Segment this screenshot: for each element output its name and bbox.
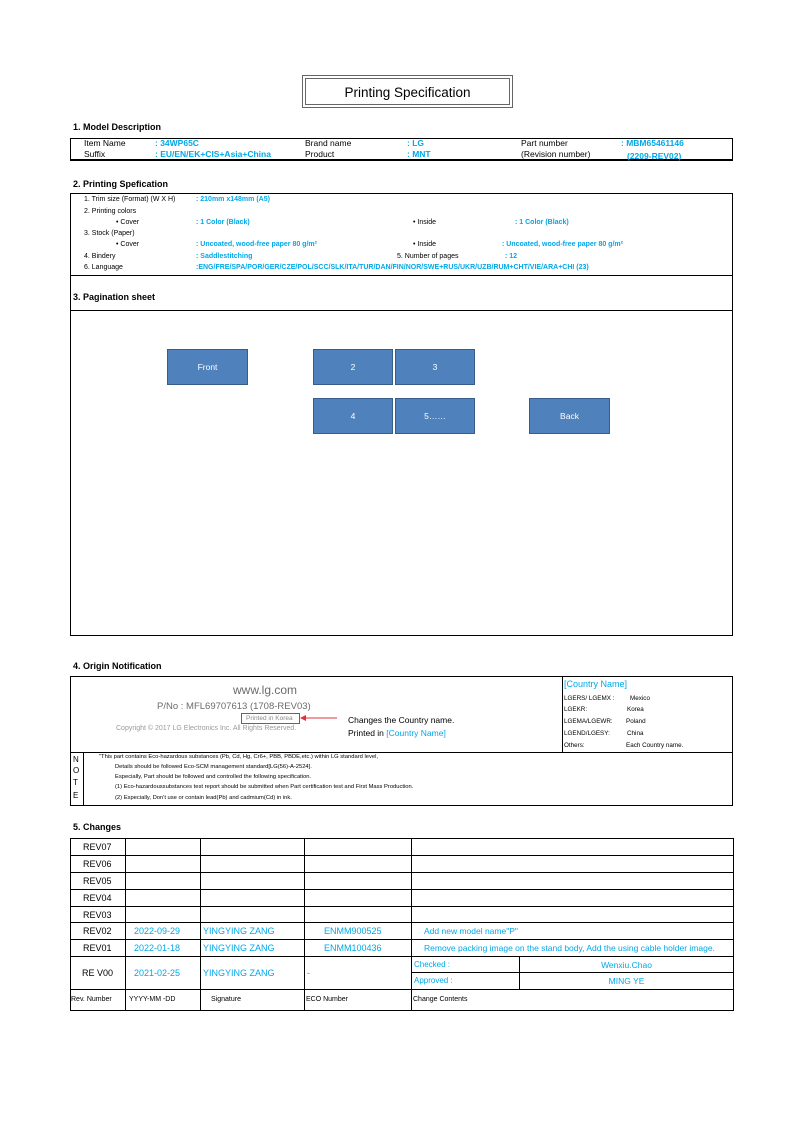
stock-label: 3. Stock (Paper) [84, 230, 135, 237]
page-front: Front [167, 349, 248, 385]
trim-size-value: : 210mm x148mm (A5) [196, 196, 270, 203]
rev-number: REV07 [71, 839, 126, 856]
rev-number: REV06 [71, 856, 126, 873]
stock-inside-label: • Inside [413, 241, 437, 248]
note-letter: E [73, 791, 79, 800]
change-contents-cell [412, 856, 734, 873]
printed-in-prefix: Printed in [348, 727, 387, 738]
colors-cover-value: : 1 Color (Black) [196, 219, 250, 226]
date-cell [126, 839, 201, 856]
section-heading-model: 1. Model Description [73, 122, 162, 132]
signature-cell [201, 890, 305, 907]
date-cell [126, 890, 201, 907]
note-letter: O [73, 766, 80, 775]
label-url: www.lg.com [233, 683, 298, 697]
table-row [71, 957, 734, 973]
section-heading-origin: 4. Origin Notification [73, 661, 162, 671]
colors-inside-label: • Inside [413, 219, 437, 226]
date-cell: 2022-09-29 [126, 923, 201, 940]
note-line: (1) Eco-hazardoussubstances test report should be submitted when Part certification test and First Mass Production. [115, 784, 414, 790]
change-contents-cell [412, 907, 734, 923]
country-heading: [Country Name] [564, 678, 628, 689]
country-name: Korea [627, 705, 644, 713]
date-cell: 2022-01-18 [126, 940, 201, 957]
date-cell: 2021-02-25 [126, 957, 201, 990]
table-row [71, 873, 734, 890]
note-line: Especially, Part should be followed and controlled the following specification. [115, 774, 312, 780]
revision-label: (Revision number) [521, 148, 591, 159]
table-row [71, 856, 734, 873]
note-letter: N [73, 755, 79, 764]
change-contents-cell [412, 873, 734, 890]
rev-number: REV05 [71, 873, 126, 890]
eco-number-cell [305, 890, 412, 907]
table-footer-row [71, 990, 734, 1011]
language-value: :ENG/FRE/SPA/POR/GER/CZE/POL/SCC/SLK/ITA/TUR/DAN/FIN/NOR/SWE+RUS/UKR/UZB/RUM+CHT/VIE/ARA+CHI (23) [196, 264, 589, 271]
suffix-value: : EU/EN/EK+CIS+Asia+China [155, 148, 271, 159]
pages-value: : 12 [505, 253, 518, 260]
stock-inside-value: : Uncoated, wood-free paper 80 g/m² [502, 241, 623, 248]
change-contents-cell: Add new model name"P" [412, 923, 734, 940]
checked-label: Checked : [412, 957, 520, 973]
country-name: China [627, 729, 644, 737]
page-4: 4 [313, 398, 393, 434]
change-contents-cell: Remove packing image on the stand body, Add the using cable holder image. [412, 940, 734, 957]
rev-number: RE V00 [71, 957, 126, 990]
note-line: (2) Especially, Don't use or contain lead(Pb) and cadmium(Cd) in ink. [115, 795, 292, 801]
suffix-label: Suffix [84, 148, 106, 159]
table-row [71, 940, 734, 957]
country-name: Each Country name. [626, 741, 684, 749]
checked-by: Wenxiu.Chao [520, 957, 734, 973]
change-contents-cell [412, 890, 734, 907]
eco-number-cell [305, 856, 412, 873]
pages-label: 5. Number of pages [397, 253, 459, 260]
country-name: Poland [626, 717, 646, 725]
change-contents-cell [412, 839, 734, 856]
section-heading-pagination: 3. Pagination sheet [73, 292, 156, 302]
divider [83, 752, 84, 806]
approved-by: MING YE [520, 973, 734, 990]
label-copyright: Copyright © 2017 LG Electronics Inc. All Rights Reserved. [116, 725, 297, 732]
rev-number: REV01 [71, 940, 126, 957]
page-2: 2 [313, 349, 393, 385]
rev-number: REV02 [71, 923, 126, 940]
printed-in-placeholder: [Country Name] [386, 727, 446, 738]
date-cell [126, 873, 201, 890]
brand-value: : LG [407, 137, 424, 148]
country-code: LGERS/ LGEMX : [564, 694, 615, 702]
page-3: 3 [395, 349, 475, 385]
revision-value: (2209-REV02) [627, 150, 682, 161]
country-code: LGEMA/LGEWR: [564, 717, 613, 725]
product-value: : MNT [407, 148, 431, 159]
label-origin: Printed in Korea [246, 714, 293, 722]
signature-cell [201, 907, 305, 923]
country-code: LGEND/LGESY: [564, 729, 610, 737]
bindery-label: 4. Bindery [84, 253, 116, 260]
table-row [71, 907, 734, 923]
part-number-value: : MBM65461146 [621, 137, 684, 148]
divider [70, 275, 733, 276]
label-part-number: P/No : MFL69707613 (1708-REV03) [157, 701, 311, 712]
footer-eco-number: ECO Number [305, 990, 412, 1011]
table-row [71, 890, 734, 907]
colors-cover-label: • Cover [116, 219, 140, 226]
note-line: Details should be followed Eco-SCM management standard[LG(56)-A-2524]. [115, 764, 312, 770]
eco-number-cell [305, 873, 412, 890]
arrow-left-icon [300, 712, 338, 724]
country-code: LGEKR: [564, 705, 588, 713]
footer-date: YYYY-MM -DD [126, 990, 201, 1011]
printed-in-line [348, 728, 446, 739]
rev-number: REV03 [71, 907, 126, 923]
colors-inside-value: : 1 Color (Black) [515, 219, 569, 226]
signature-cell: YINGYING ZANG [201, 940, 305, 957]
eco-number-cell: ENMM900525 [305, 923, 412, 940]
brand-label: Brand name [305, 137, 352, 148]
signature-cell: YINGYING ZANG [201, 923, 305, 940]
footer-rev-number: Rev. Number [71, 990, 126, 1011]
table-row [71, 839, 734, 856]
section-heading-changes: 5. Changes [73, 822, 122, 832]
eco-number-cell [305, 839, 412, 856]
changes-table [70, 838, 734, 1011]
divider [70, 310, 733, 311]
title-box [302, 75, 513, 108]
page-5: 5…… [395, 398, 475, 434]
trim-size-label: 1. Trim size (Format) (W X H) [84, 196, 176, 203]
part-number-label: Part number [521, 137, 568, 148]
eco-number-cell: - [305, 957, 412, 990]
bindery-value: : Saddlestitching [196, 253, 253, 260]
signature-cell: YINGYING ZANG [201, 957, 305, 990]
signature-cell [201, 873, 305, 890]
approved-label: Approved : [412, 973, 520, 990]
signature-cell [201, 839, 305, 856]
printing-colors-label: 2. Printing colors [84, 208, 137, 215]
table-row [71, 923, 734, 940]
eco-number-cell [305, 907, 412, 923]
stock-cover-label: • Cover [116, 241, 140, 248]
section-heading-printing: 2. Printing Spefication [73, 179, 169, 189]
date-cell [126, 907, 201, 923]
footer-change-contents: Change Contents [412, 990, 734, 1011]
origin-instruction: Changes the Country name. [348, 714, 455, 725]
date-cell [126, 856, 201, 873]
item-name-value: : 34WP65C [155, 137, 199, 148]
country-name: Mexico [630, 694, 650, 702]
note-line: "This part contains Eco-hazardous substances (Pb, Cd, Hg, Cr6+, PBB, PBDE,etc.) within LG standard level, [99, 754, 378, 760]
item-name-label: Item Name [84, 137, 126, 148]
country-code: Others: [564, 741, 585, 749]
page-back: Back [529, 398, 610, 434]
page-title: Printing Specification [305, 78, 510, 105]
language-label: 6. Language [84, 264, 123, 271]
product-label: Product [305, 148, 335, 159]
rev-number: REV04 [71, 890, 126, 907]
eco-number-cell: ENMM100436 [305, 940, 412, 957]
footer-signature: Signature [201, 990, 305, 1011]
signature-cell [201, 856, 305, 873]
note-letter: T [73, 778, 78, 787]
divider [562, 676, 563, 752]
stock-cover-value: : Uncoated, wood-free paper 80 g/m² [196, 241, 317, 248]
